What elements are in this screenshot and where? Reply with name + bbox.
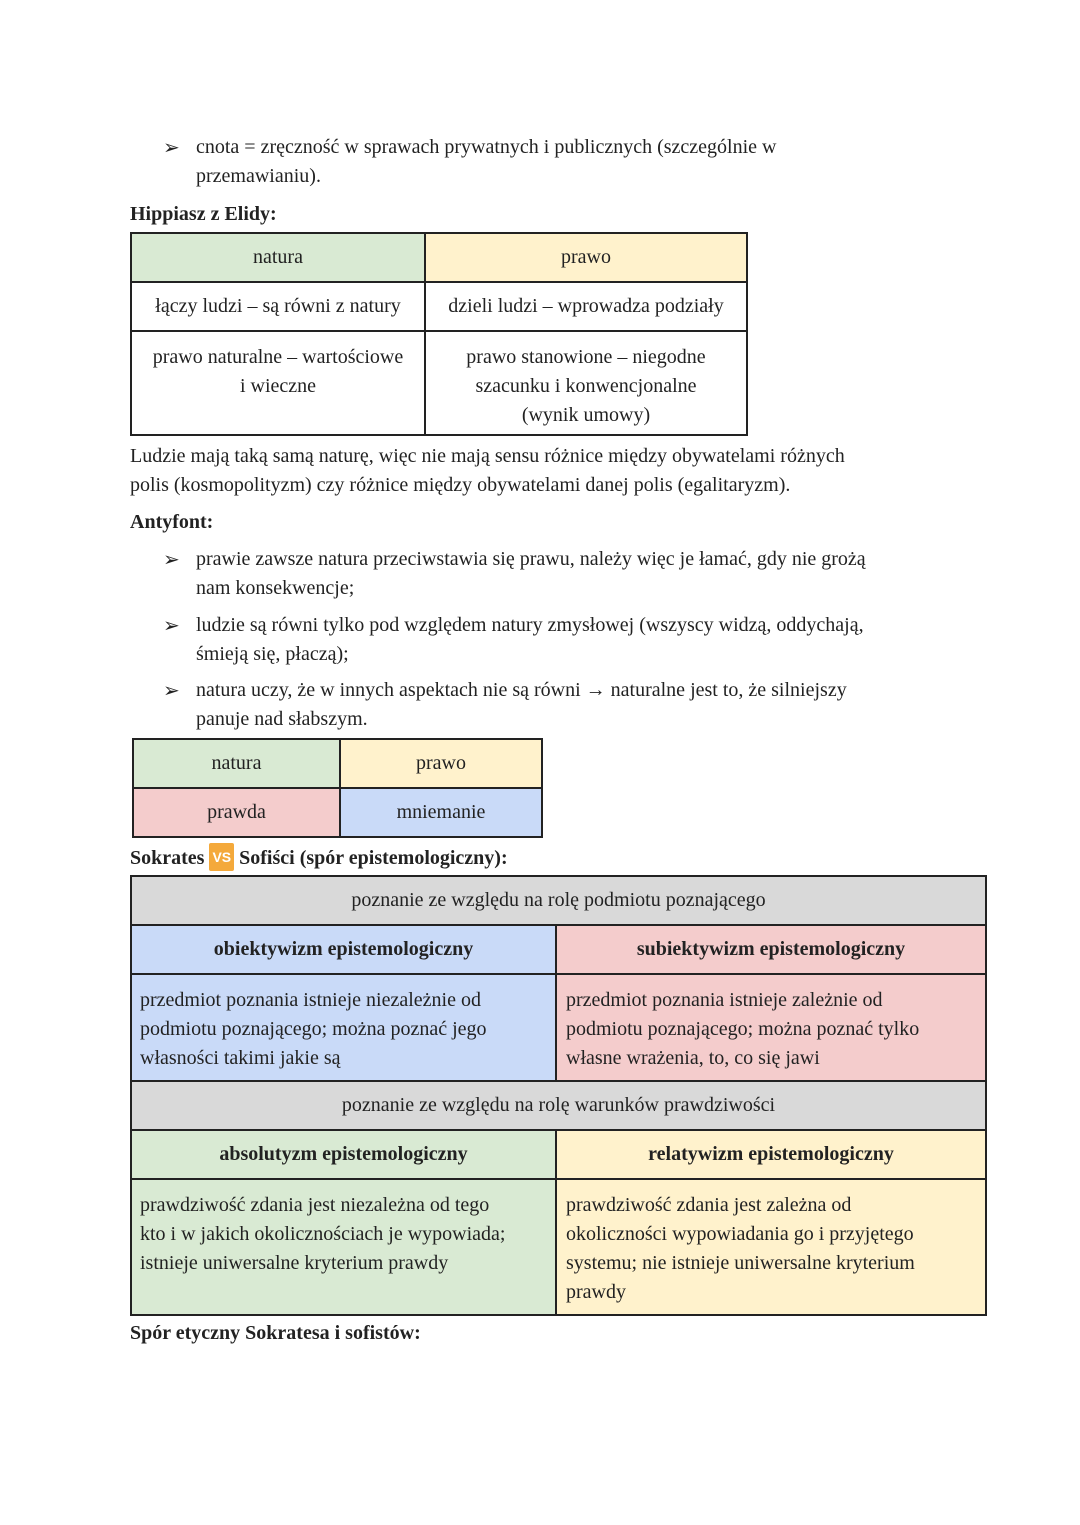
table-cell: natura — [133, 739, 340, 788]
table-cell: łączy ludzi – są równi z natury — [131, 282, 425, 331]
section-header-cell: poznanie ze względu na rolę warunków prawdziwości — [131, 1081, 986, 1130]
paragraph-equality: Ludzie mają taką samą naturę, więc nie mają sensu różnice między obywatelami różnych polis (kosmopolityzm) czy różnice między obywatelami danej polis (egalitaryzm). — [130, 445, 845, 496]
epistemology-table — [130, 875, 987, 1316]
arrowhead-bullet-icon: ➢ — [163, 547, 180, 571]
list-item: ➢ prawie zawsze natura przeciwstawia się prawu, należy więc je łamać, gdy nie grożą nam konsekwencje; — [163, 547, 866, 599]
table-cell: prawdziwość zdania jest niezależna od tego kto i w jakich okolicznościach je wypowiada; istnieje uniwersalne kryterium prawdy — [131, 1179, 556, 1315]
table-cell: prawdziwość zdania jest zależna od okoliczności wypowiadania go i przyjętego systemu; nie istnieje uniwersalne kryterium prawdy — [556, 1179, 986, 1315]
section-heading-ethics: Spór etyczny Sokratesa i sofistów: — [130, 1322, 421, 1344]
list-item: ➢ natura uczy, że w innych aspektach nie są równi → naturalne jest to, że silniejszy panuje nad słabszym. — [163, 678, 847, 730]
table-cell: mniemanie — [340, 788, 542, 837]
header-cell-objectivism: obiektywizm epistemologiczny — [131, 925, 556, 974]
header-cell-natura: natura — [131, 233, 425, 282]
table-cell: prawda — [133, 788, 340, 837]
vs-badge-icon: VS — [209, 843, 234, 871]
bullet-text: cnota = zręczność w sprawach prywatnych i publicznych (szczególnie w przemawianiu). — [196, 136, 777, 187]
arrowhead-bullet-icon: ➢ — [163, 613, 180, 637]
arrowhead-bullet-icon: ➢ — [163, 678, 180, 702]
antyfont-table — [132, 738, 543, 838]
header-cell-subjectivism: subiektywizm epistemologiczny — [556, 925, 986, 974]
arrowhead-bullet-icon: ➢ — [163, 135, 180, 159]
table-cell: przedmiot poznania istnieje niezależnie od podmiotu poznającego; można poznać jego własności takimi jakie są — [131, 974, 556, 1081]
bullet-virtue — [163, 133, 963, 191]
hippiasz-table — [130, 232, 748, 436]
table-cell: dzieli ludzi – wprowadza podziały — [425, 282, 747, 331]
table-cell: prawo stanowione – niegodne szacunku i konwencjonalne (wynik umowy) — [425, 331, 747, 435]
table-cell: prawo — [340, 739, 542, 788]
section-header-cell: poznanie ze względu na rolę podmiotu poznającego — [131, 876, 986, 925]
header-cell-relativism: relatywizm epistemologiczny — [556, 1130, 986, 1179]
table-cell: prawo naturalne – wartościowe i wieczne — [131, 331, 425, 435]
list-item: ➢ ludzie są równi tylko pod względem natury zmysłowej (wszyscy widzą, oddychają, śmieją się, płaczą); — [163, 613, 864, 665]
table-cell: przedmiot poznania istnieje zależnie od podmiotu poznającego; można poznać tylko własne wrażenia, to, co się jawi — [556, 974, 986, 1081]
section-heading-hippiasz: Hippiasz z Elidy: — [130, 203, 277, 225]
header-cell-absolutism: absolutyzm epistemologiczny — [131, 1130, 556, 1179]
section-heading-sokrates: Sokrates VS Sofiści (spór epistemologiczny): — [130, 843, 508, 871]
header-cell-prawo: prawo — [425, 233, 747, 282]
section-heading-antyfont: Antyfont: — [130, 511, 214, 533]
